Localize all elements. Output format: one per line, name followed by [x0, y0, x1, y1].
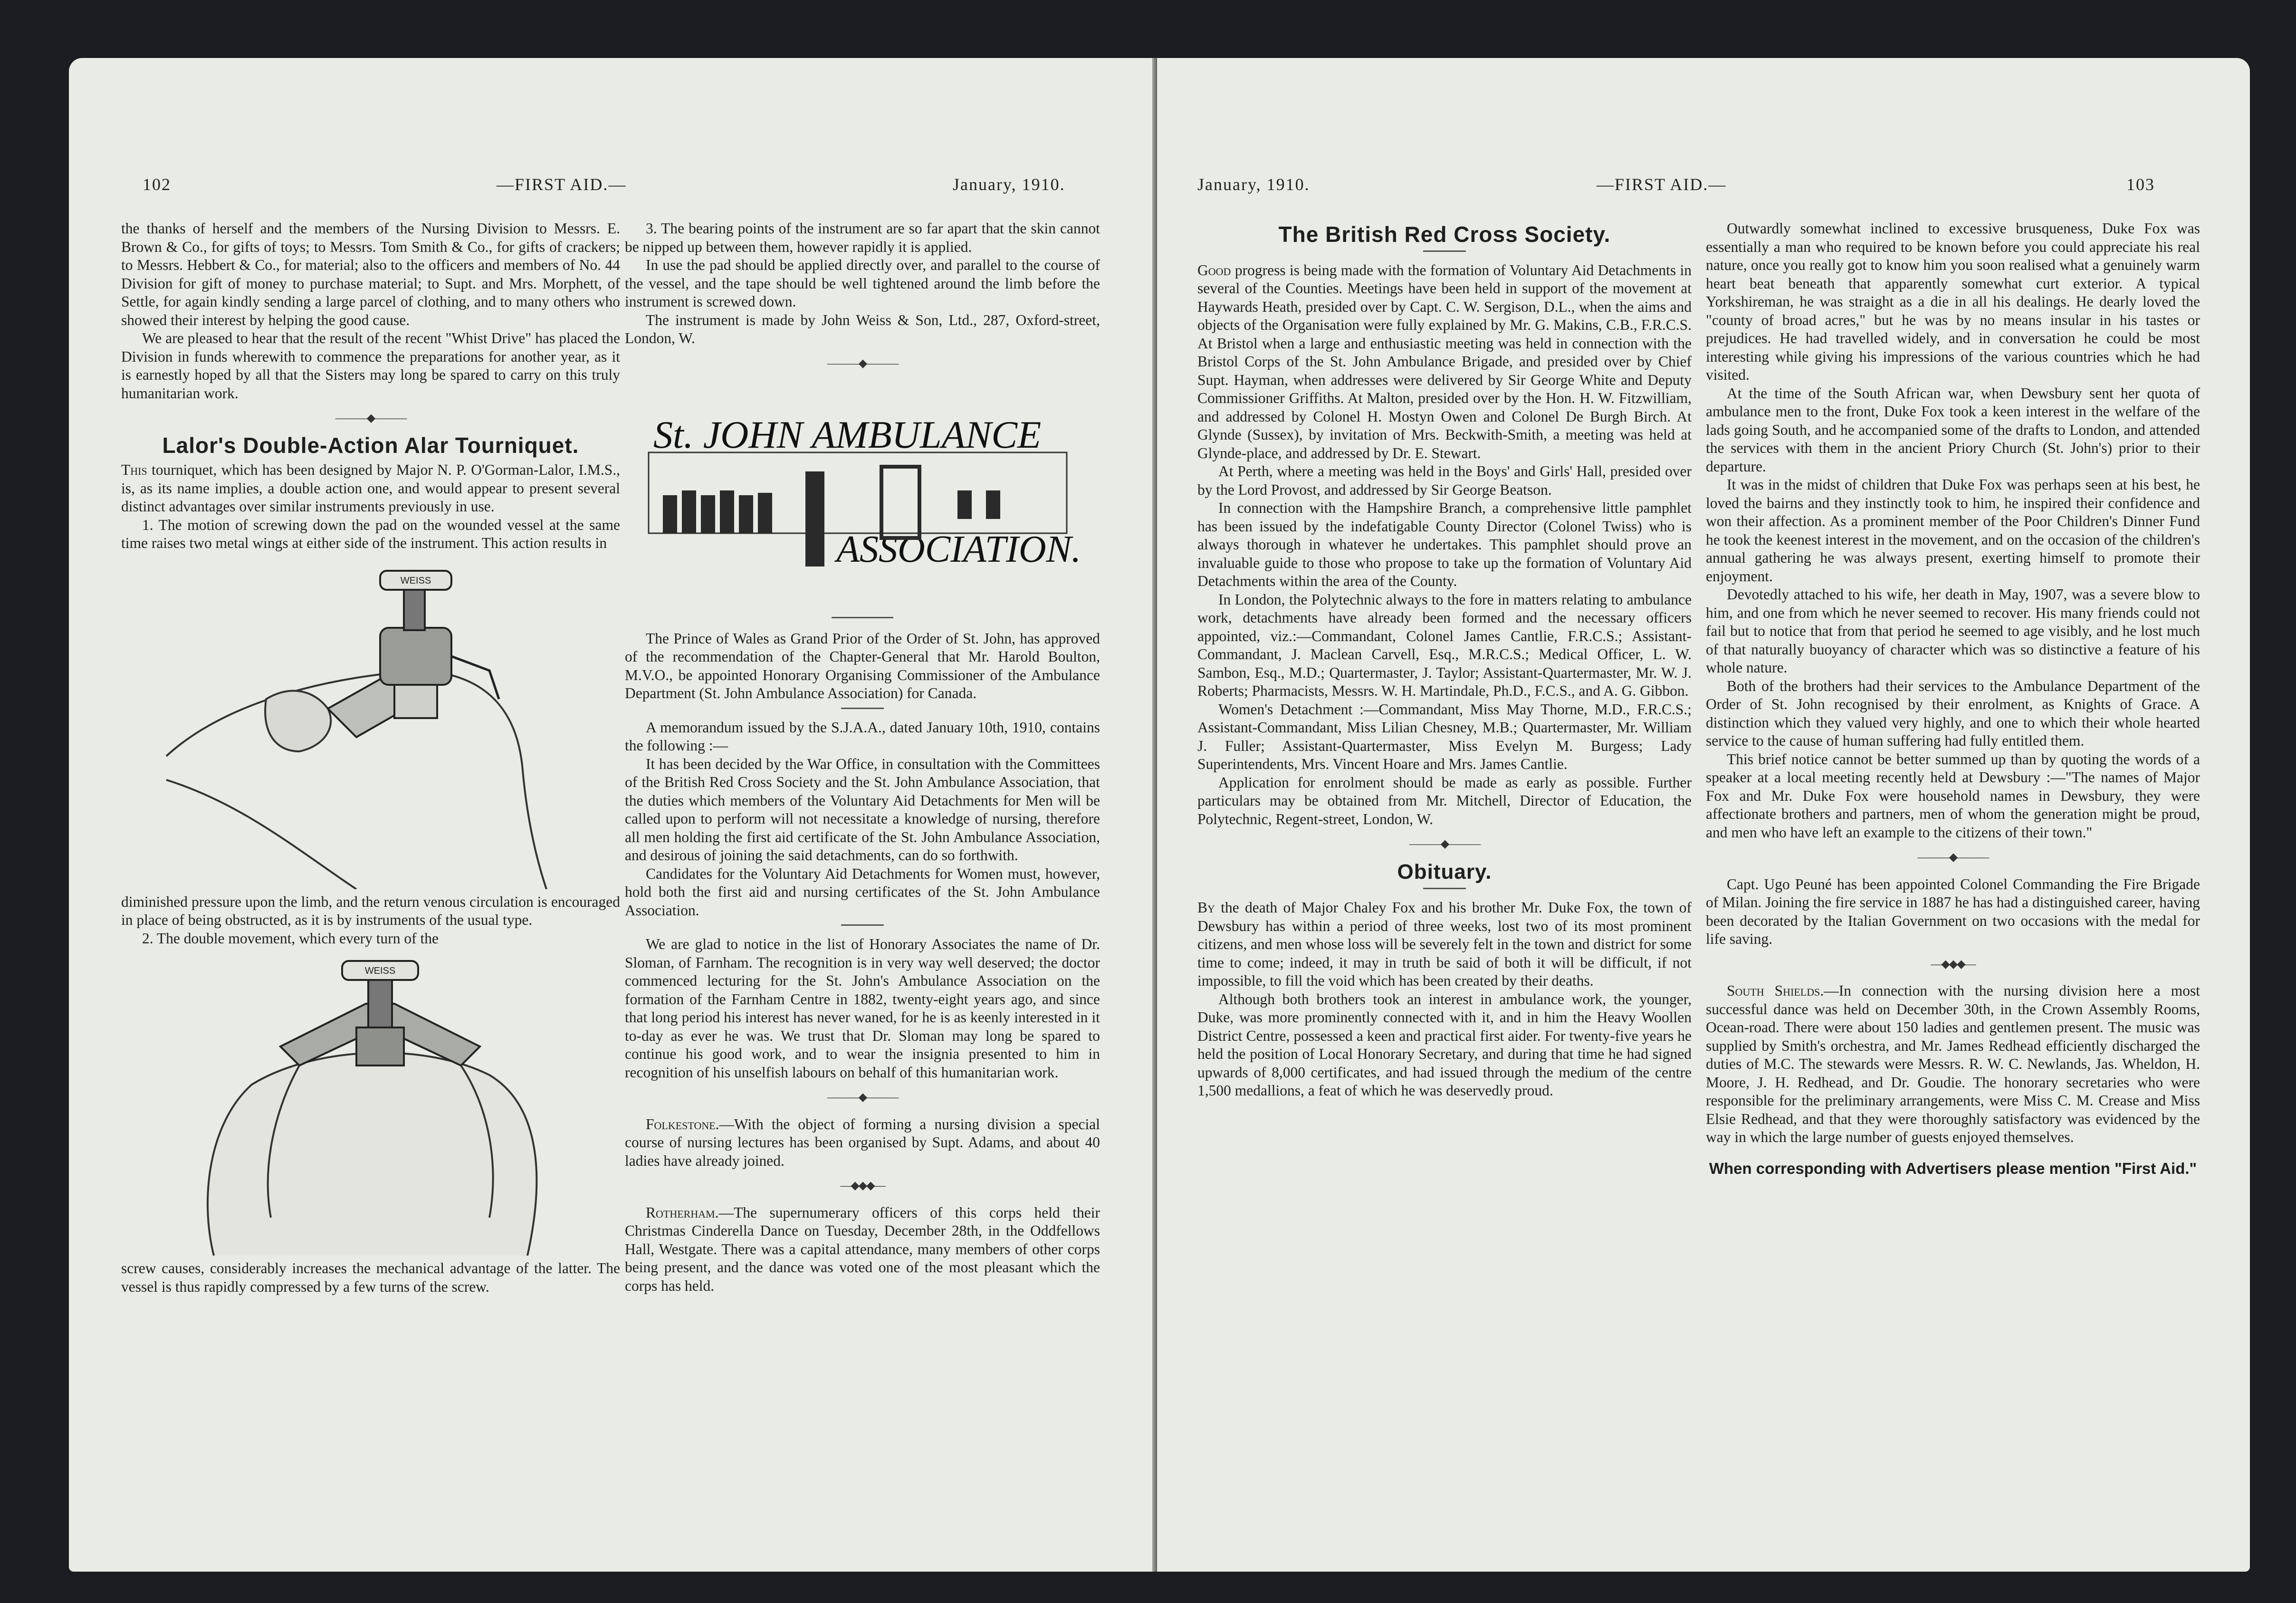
- section-ornament: ———◆———: [827, 1091, 898, 1104]
- section-ornament: ———◆———: [1409, 838, 1480, 850]
- section-ornament: —◆◆◆—: [840, 1180, 885, 1192]
- paragraph: Capt. Ugo Peuné has been appointed Colonel Commanding the Fire Brigade of Milan. Joining the fire service in 1887 he has had a distinguished career, having been decorated by the Italian Government on two occasions with the medal for life saving.: [1706, 875, 2200, 947]
- paragraph: In connection with the Hampshire Branch, a comprehensive little pamphlet has been issued by the indefatigable County Director (Colonel Twiss) who is always thorough in whatever he undertakes. This pamphlet should prove an invaluable guide to those who propose to take up the formation of Voluntary Aid Detachments within the area of the County.: [1197, 499, 1692, 589]
- place-name: Rotherham.: [646, 1204, 719, 1221]
- article-heading: The British Red Cross Society.: [1278, 222, 1611, 247]
- banner-title: St. JOHN AMBULANCE: [653, 413, 1042, 456]
- paragraph: 1. The motion of screwing down the pad on the wounded vessel at the same time raises two metal wings at either side of the instrument. This action results in: [121, 516, 620, 551]
- page-number: 103: [2126, 175, 2155, 194]
- paragraph: A memorandum issued by the S.J.A.A., dated January 10th, 1910, contains the following :—: [625, 719, 1100, 754]
- paragraph: The instrument is made by John Weiss & Son, Ltd., 287, Oxford-street, London, W.: [625, 311, 1100, 346]
- paragraph: It was in the midst of children that Duke Fox was perhaps seen at his best, he loved the bairns and they instinctly took to him, he inspired their confidence and won their affection. As a prominent member of the Poor Children's Dinner Fund he took the keenest interest in the movement, and on the occasion of the children's annual gathering he was always present, exerting himself to promote their enjoyment.: [1706, 476, 2200, 585]
- paragraph: Folkestone.—With the object of forming a nursing division a special course of nursing lectures has been organised by Supt. Adams, and about 40 ladies have already joined.: [625, 1115, 1100, 1169]
- paragraph: In London, the Polytechnic always to the fore in matters relating to ambulance work, detachments have already been formed and the necessary officers appointed, viz.:—Commandant, Colonel James Cantlie, F.R.C.S.; Assistant-Commandant, J. Maclean Carvell, Esq., M.R.C.S.; Medical Officer, L. W. Sambon, Esq., M.D.; Quartermaster, J. Taylor; Assistant-Quartermaster, Mr. W. J. Roberts; Pharmacists, Messrs. W. H. Martindale, Ph.D., F.C.S., and A. G. Gibbon.: [1197, 591, 1692, 699]
- place-name: South Shields.: [1727, 982, 1824, 999]
- paragraph: At the time of the South African war, when Dewsbury sent her quota of ambulance men to the front, Duke Fox took a keen interest in the welfare of the lads going South, and he accompanied some of the drafts to London, and attended the services with them in the ancient Priory Church (St. John's) prior to their departure.: [1706, 384, 2200, 475]
- section-rule: [1423, 888, 1466, 889]
- place-name: Folkestone.: [646, 1115, 719, 1133]
- paragraph: the thanks of herself and the members of the Nursing Division to Messrs. E. Brown & Co., for gifts of toys; to Messrs. Tom Smith & Co., for gifts of crackers; to Messrs. Hebbert & Co., for material; also to the officers and members of No. 44 Division for gift of money to purchase material; to Supt. and Mrs. Morphett, of Settle, for again kindly sending a large parcel of clothing, and to many others who showed their interest by helping the good cause.: [121, 220, 620, 328]
- section-ornament: ———◆———: [827, 357, 898, 370]
- right-column-1: [1197, 220, 1692, 1100]
- tourniquet-illustration-1: [157, 557, 584, 889]
- paragraph: Although both brothers took an interest in ambulance work, the younger, Duke, was more prominently connected with it, and in him the Heavy Woollen District Centre, possessed a keen and practical first aider. For twenty-five years he held the position of Local Honorary Secretary, and during that time he had signed upwards of 8,000 certificates, and had issued through the medium of the centre 1,500 medallions, a feat of which he was deservedly proud.: [1197, 990, 1692, 1099]
- issue-date: January, 1910.: [953, 175, 1065, 194]
- section-ornament: —◆◆◆—: [1931, 958, 1975, 970]
- left-column-1: [121, 220, 620, 1296]
- banner-subtitle: ASSOCIATION.: [836, 528, 1081, 570]
- left-page: [69, 58, 1152, 1572]
- lead-word: Good: [1197, 261, 1231, 278]
- paragraph: 3. The bearing points of the instrument are so far apart that the skin cannot be nipped up between them, however rapidly it is applied.: [625, 220, 1100, 255]
- running-title: —FIRST AID.—: [1597, 175, 1727, 194]
- paragraph: Good progress is being made with the formation of Voluntary Aid Detachments in several of the Counties. Meetings have been held in support of the movement at Haywards Heath, presided over by Capt. C. W. Sergison, D.L., when the aims and objects of the Organisation were fully explained by Mr. G. Makins, C.B., F.R.C.S. At Bristol when a large and enthusiastic meeting was held in connection with the Bristol Corps of the St. John Ambulance Brigade, and presided over by Chief Supt. Hayman, when addresses were delivered by Sir George White and Deputy Commissioner Griffiths. At Malton, presided over by the Hon. H. W. Fitzwilliam, and addressed by Colonel H. Mostyn Owen and Colonel De Burgh Birch. At Glynde (Sussex), by invitation of Mrs. Beckwith-Smith, a meeting was held at Glynde-place, and addressed by Dr. E. Stewart.: [1197, 261, 1692, 461]
- tourniquet-illustration-2: [157, 951, 584, 1256]
- paragraph: We are pleased to hear that the result of the recent "Whist Drive" has placed the Division in funds wherewith to commence the preparations for another year, as it is earnestly hoped by all that the Sisters may long be spared to carry on this truly humanitarian work.: [121, 330, 620, 402]
- running-title: —FIRST AID.—: [497, 175, 627, 194]
- paragraph: By the death of Major Chaley Fox and his brother Mr. Duke Fox, the town of Dewsbury has within a period of three weeks, lost two of its most prominent citizens, and men whose loss will be severely felt in the town and district for some time to come; indeed, it may in truth be said of both it will be difficult, if not impossible, to fill the void which has been created by their deaths.: [1197, 899, 1692, 989]
- section-rule: [832, 617, 893, 618]
- st-john-ambulance-banner: [625, 400, 1100, 581]
- paragraph: This tourniquet, which has been designed by Major N. P. O'Gorman-Lalor, I.M.S., is, as its name implies, a double action one, and would appear to present several distinct advantages over similar instruments previously in use.: [121, 461, 620, 515]
- advertisers-notice: When corresponding with Advertisers please mention "First Aid.": [1709, 1159, 2197, 1177]
- paragraph: 2. The double movement, which every turn of the: [142, 930, 439, 947]
- section-rule: [1423, 250, 1466, 252]
- maker-label: WEISS: [400, 575, 431, 586]
- lead-word: This: [121, 461, 147, 478]
- paragraph: Application for enrolment should be made as early as possible. Further particulars may be obtained from Mr. Mitchell, Director of Education, the Polytechnic, Regent-street, London, W.: [1197, 774, 1692, 827]
- lead-word: By: [1197, 899, 1215, 916]
- obituary-heading: Obituary.: [1397, 860, 1492, 883]
- paragraph: It has been decided by the War Office, in consultation with the Committees of the British Red Cross Society and the St. John Ambulance Association, that the duties which members of the Voluntary Aid Detachments for Men will be called upon to perform will not necessitate a knowledge of nursing, therefore all men holding the first aid certificate of the St. John Ambulance Association, and desirous of joining the said detachments, can do so forthwith.: [625, 755, 1100, 864]
- left-column-2: [625, 220, 1100, 1295]
- section-ornament: ———◆———: [335, 412, 406, 424]
- paragraph: Outwardly somewhat inclined to excessive brusqueness, Duke Fox was essentially a man who required to be known before you could appreciate his real nature, once you really got to know him you soon realised what a genuinely warm heart beat beneath that apparently somewhat curt exterior. A typical Yorkshireman, he was straight as a die in all his dealings. He dearly loved the "county of broad acres," but he was by no means insular in his tastes or prejudices. He had travelled widely, and in conversation he could be most interesting while giving his impressions of the various countries which he had visited.: [1706, 220, 2200, 383]
- right-column-2: [1706, 220, 2200, 1178]
- section-rule: [841, 708, 884, 709]
- paragraph: screw causes, considerably increases the mechanical advantage of the latter. The vessel is thus rapidly compressed by a few turns of the screw.: [121, 1260, 620, 1295]
- paragraph: At Perth, where a meeting was held in the Boys' and Girls' Hall, presided over by the Lord Provost, and addressed by Sir George Beatson.: [1197, 463, 1692, 498]
- paragraph: Rotherham.—The supernumerary officers of this corps held their Christmas Cinderella Dance on Tuesday, December 28th, in the Oddfellows Hall, Westgate. There was a capital attendance, many members of other corps being present, and the dance was voted one of the most pleasant which the corps has held.: [625, 1204, 1100, 1294]
- paragraph: Devotedly attached to his wife, her death in May, 1907, was a severe blow to him, and one from which he never seemed to recover. His many friends could not fail but to notice that from that period he seemed to age visibly, and he lost much of that naturally buoyancy of character which was so distinctive a feature of his whole nature.: [1706, 586, 2200, 676]
- issue-date: January, 1910.: [1197, 175, 1310, 194]
- paragraph: The Prince of Wales as Grand Prior of the Order of St. John, has approved of the recommendation of the Chapter-General that Mr. Harold Boulton, M.V.O., be appointed Honorary Organising Commissioner of the Ambulance Department (St. John Ambulance Association) for Canada.: [625, 630, 1100, 701]
- paragraph: This brief notice cannot be better summed up than by quoting the words of a speaker at a local meeting recently held at Dewsbury :—"The names of Major Fox and Mr. Duke Fox were household names in Dewsbury, they were affectionate brothers and partners, men of whom the generation might be proud, and men who have left an example to the citizens of their town.": [1706, 750, 2200, 841]
- page-number: 102: [143, 175, 171, 194]
- article-heading: Lalor's Double-Action Alar Tourniquet.: [162, 432, 579, 458]
- paragraph: In use the pad should be applied directly over, and parallel to the course of the vessel, and the tape should be well tightened around the limb before the instrument is screwed down.: [625, 257, 1100, 310]
- section-ornament: ———◆———: [1917, 851, 1989, 864]
- paragraph: Women's Detachment :—Commandant, Miss May Thorne, M.D., F.R.C.S.; Assistant-Commandant, Miss Lilian Chesney, M.B.; Quartermaster, Mr. William J. Fuller; Assistant-Quartermaster, Miss Evelyn M. Burgess; Lady Superintendents, Mrs. Vincent Hoare and Mrs. James Cantlie.: [1197, 701, 1692, 772]
- paragraph: South Shields.—In connection with the nursing division here a most successful dance was held on December 30th, in the Crown Assembly Rooms, Ocean-road. There were about 150 ladies and gentlemen present. The music was supplied by Smith's orchestra, and Mr. James Redhead efficiently discharged the duties of M.C. The stewards were Messrs. R. W. C. Newlands, Jas. Wheldon, H. Moore, J. H. Redhead, and Dr. Goudie. The honorary secretaries who were responsible for the preliminary arrangements, were Miss C. M. Crease and Miss Elsie Redhead, and that they were thoroughly satisfactory was evidenced by the way in which the large number of guests enjoyed themselves.: [1706, 982, 2200, 1145]
- paragraph: Candidates for the Voluntary Aid Detachments for Women must, however, hold both the first aid and nursing certificates of the St. John Ambulance Association.: [625, 865, 1100, 919]
- maker-label: WEISS: [364, 966, 396, 976]
- paragraph: Both of the brothers had their services to the Ambulance Department of the Order of St. John recognised by their enrolment, as Knights of Grace. A distinction which they valued very highly, and one to which their whole hearted service to the cause of human suffering had fully entitled them.: [1706, 677, 2200, 749]
- paragraph: We are glad to notice in the list of Honorary Associates the name of Dr. Sloman, of Farnham. The recognition is in very way well deserved; the doctor commenced lecturing for the St. John's Ambulance Association on the formation of the Farnham Centre in 1882, twenty-eight years ago, and since that long period his interest has never waned, for he is as keenly interested in it to-day as ever he was. We trust that Dr. Sloman may long be spared to continue his good work, and to wear the insignia presented to him in recognition of his unselfish labours on behalf of this humanitarian work.: [625, 936, 1100, 1081]
- right-page: [1157, 58, 2250, 1572]
- section-rule: [841, 924, 884, 926]
- paragraph: diminished pressure upon the limb, and the return venous circulation is encouraged in place of being obstructed, as it is by instruments of the usual type.: [121, 893, 620, 928]
